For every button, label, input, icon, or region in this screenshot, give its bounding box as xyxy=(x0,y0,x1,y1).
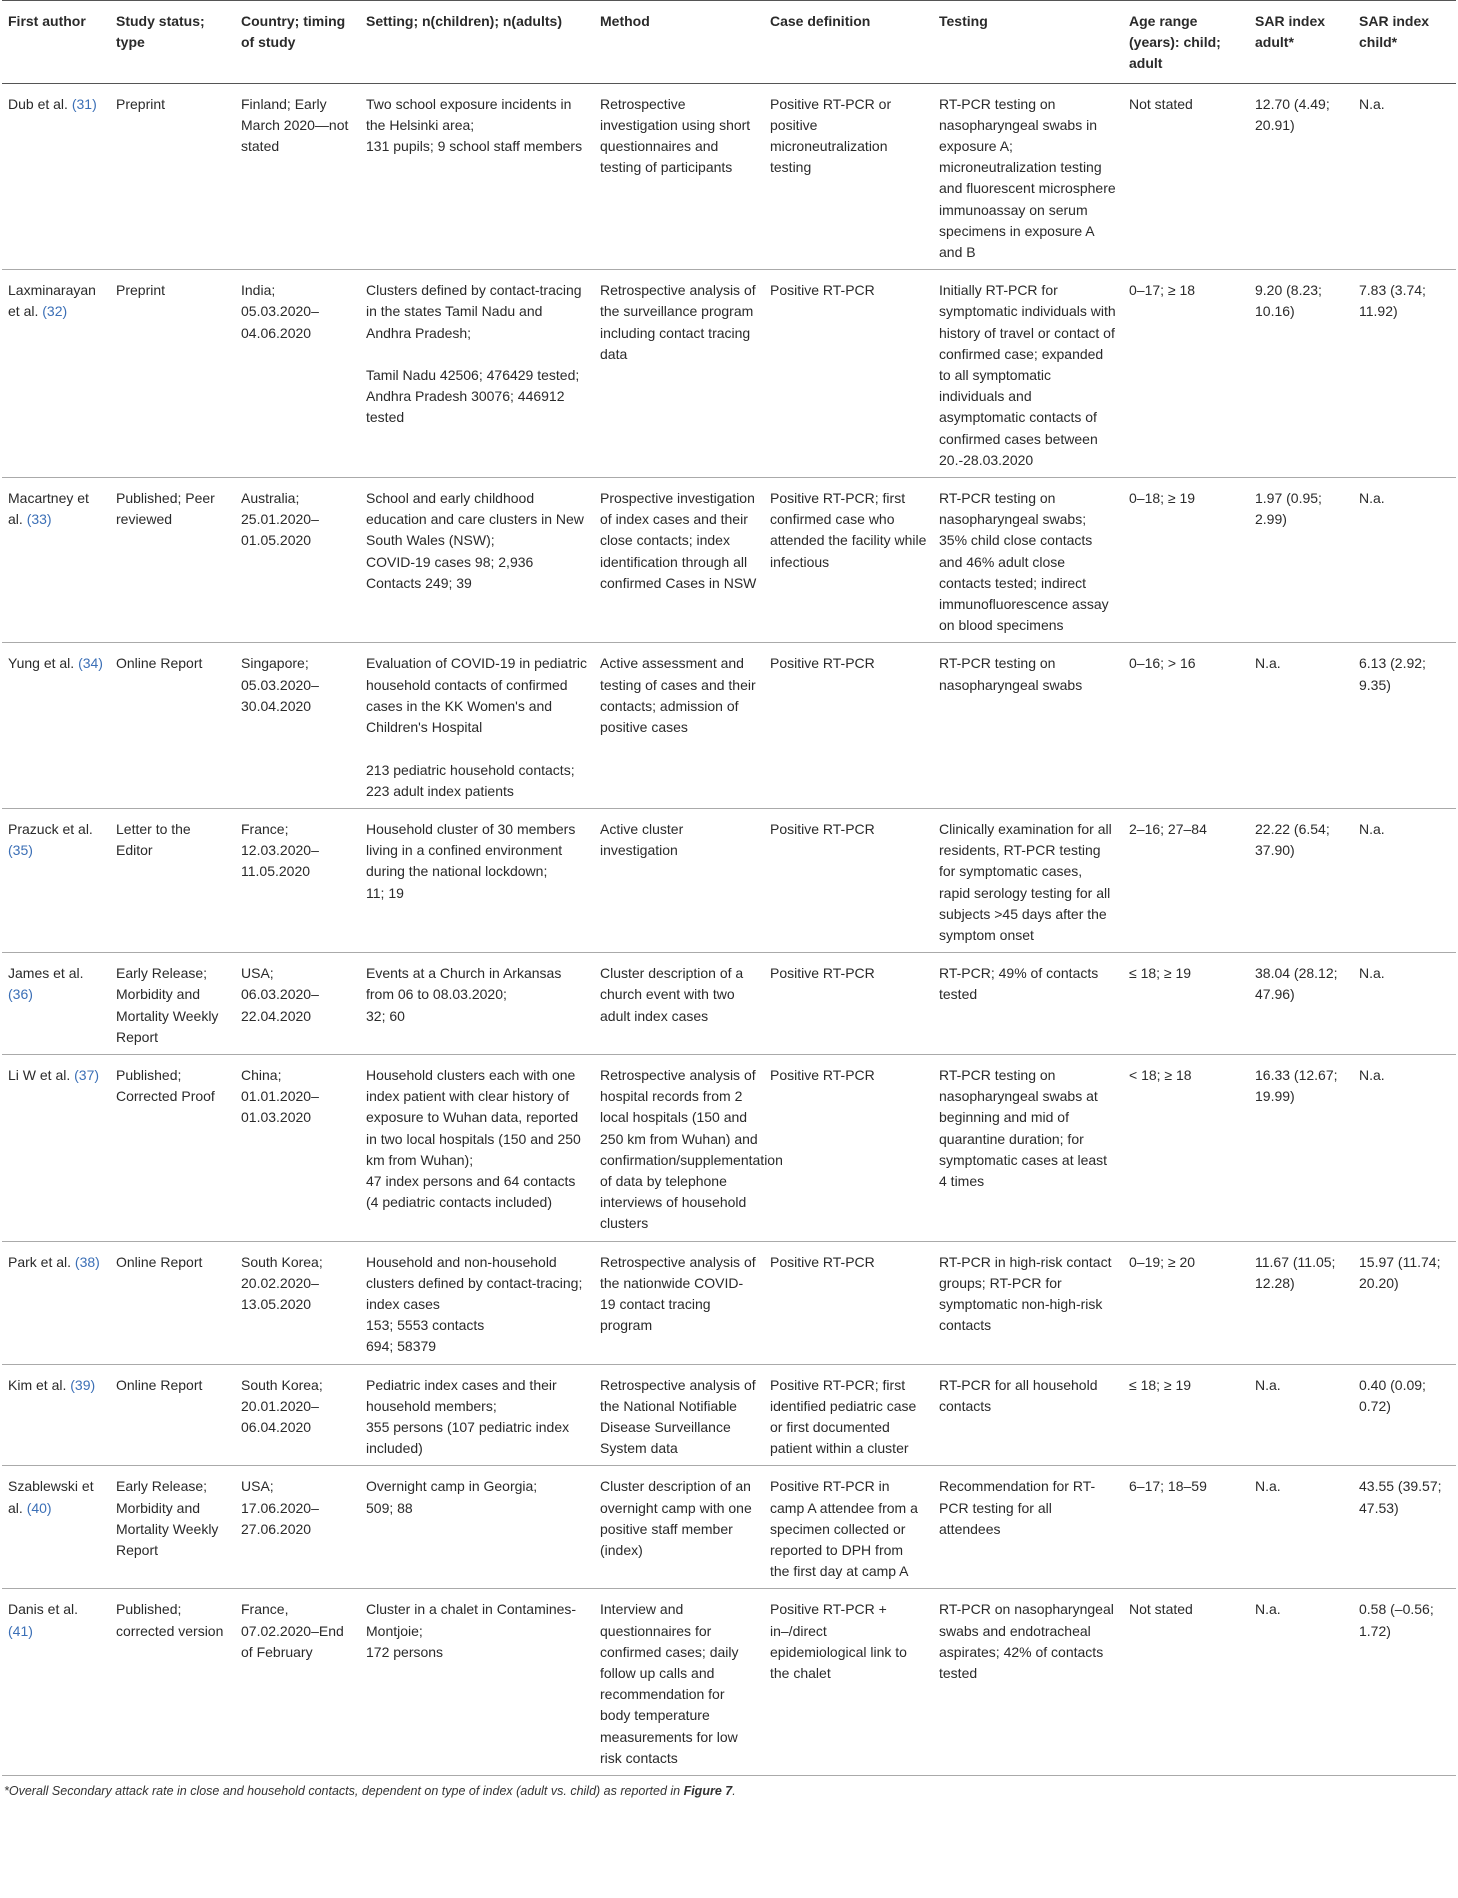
cell-method: Cluster description of an overnight camp with one positive staff member (index) xyxy=(594,1466,764,1589)
reference-link[interactable]: (40) xyxy=(26,1499,52,1516)
cell-sar-adult: 11.67 (11.05; 12.28) xyxy=(1249,1241,1353,1364)
cell-sar-child: N.a. xyxy=(1353,1054,1456,1241)
header-case-definition: Case definition xyxy=(764,1,933,84)
table-row xyxy=(2,83,1456,270)
header-testing: Testing xyxy=(933,1,1123,84)
header-age-range: Age range (years): child; adult xyxy=(1123,1,1249,84)
cell-case-definition: Positive RT-PCR xyxy=(764,643,933,808)
cell-case-definition: Positive RT-PCR or positive microneutralization testing xyxy=(764,83,933,270)
cell-sar-adult: 9.20 (8.23; 10.16) xyxy=(1249,270,1353,478)
cell-status: Preprint xyxy=(110,83,235,270)
cell-status: Online Report xyxy=(110,1364,235,1466)
author-name: Macartney et al. xyxy=(8,490,89,528)
cell-country: USA; 06.03.2020–22.04.2020 xyxy=(235,953,360,1055)
cell-method: Prospective investigation of index cases and their close contacts; index identification through all confirmed Cases in NSW xyxy=(594,478,764,643)
cell-setting: Evaluation of COVID-19 in pediatric household contacts of confirmed cases in the KK Women's and Children's Hospital 213 pediatric household contacts; 223 adult index patients xyxy=(360,643,594,808)
table-row xyxy=(2,270,1456,478)
table-row xyxy=(2,1589,1456,1776)
cell-testing: Recommendation for RT-PCR testing for all attendees xyxy=(933,1466,1123,1589)
reference-link[interactable]: (38) xyxy=(74,1253,100,1270)
footnote-end: . xyxy=(732,1784,736,1799)
cell-testing: RT-PCR for all household contacts xyxy=(933,1364,1123,1466)
author-name: Laxminarayan et al. xyxy=(8,282,96,320)
reference-link[interactable]: (37) xyxy=(74,1066,100,1083)
cell-sar-adult: N.a. xyxy=(1249,1364,1353,1466)
cell-case-definition: Positive RT-PCR xyxy=(764,1054,933,1241)
header-setting: Setting; n(children); n(adults) xyxy=(360,1,594,84)
cell-testing: RT-PCR; 49% of contacts tested xyxy=(933,953,1123,1055)
cell-sar-child: 0.40 (0.09; 0.72) xyxy=(1353,1364,1456,1466)
author-name: Yung et al. xyxy=(8,655,75,672)
cell-age-range: ≤ 18; ≥ 19 xyxy=(1123,1364,1249,1466)
cell-age-range: 0–17; ≥ 18 xyxy=(1123,270,1249,478)
cell-age-range: 2–16; 27–84 xyxy=(1123,808,1249,952)
header-study-status: Study status; type xyxy=(110,1,235,84)
reference-link[interactable]: (31) xyxy=(71,95,97,112)
cell-method: Retrospective analysis of the nationwide COVID-19 contact tracing program xyxy=(594,1241,764,1364)
cell-setting: Two school exposure incidents in the Helsinki area; 131 pupils; 9 school staff members xyxy=(360,83,594,270)
table-row xyxy=(2,953,1456,1055)
cell-testing: RT-PCR on nasopharyngeal swabs and endotracheal aspirates; 42% of contacts tested xyxy=(933,1589,1123,1776)
cell-sar-child: N.a. xyxy=(1353,808,1456,952)
cell-status: Published; Peer reviewed xyxy=(110,478,235,643)
cell-case-definition: Positive RT-PCR + in–/direct epidemiological link to the chalet xyxy=(764,1589,933,1776)
cell-case-definition: Positive RT-PCR; first identified pediatric case or first documented patient within a cluster xyxy=(764,1364,933,1466)
cell-setting: Events at a Church in Arkansas from 06 to 08.03.2020; 32; 60 xyxy=(360,953,594,1055)
cell-sar-adult: 12.70 (4.49; 20.91) xyxy=(1249,83,1353,270)
cell-method: Retrospective investigation using short questionnaires and testing of participants xyxy=(594,83,764,270)
author-name: Park et al. xyxy=(8,1253,72,1270)
cell-sar-adult: N.a. xyxy=(1249,1466,1353,1589)
table-header xyxy=(2,1,1456,84)
cell-setting: Household and non-household clusters defined by contact-tracing; index cases 153; 5553 contacts 694; 58379 xyxy=(360,1241,594,1364)
table-footnote xyxy=(2,1776,1456,1798)
cell-testing: Clinically examination for all residents, RT-PCR testing for symptomatic cases, rapid serology testing for all subjects >45 days after the symptom onset xyxy=(933,808,1123,952)
table-body xyxy=(2,83,1456,1775)
cell-author xyxy=(2,478,110,643)
cell-status: Early Release; Morbidity and Mortality Weekly Report xyxy=(110,1466,235,1589)
cell-age-range: 6–17; 18–59 xyxy=(1123,1466,1249,1589)
cell-country: India; 05.03.2020–04.06.2020 xyxy=(235,270,360,478)
cell-author xyxy=(2,643,110,808)
reference-link[interactable]: (41) xyxy=(8,1622,33,1639)
header-row xyxy=(2,1,1456,84)
cell-case-definition: Positive RT-PCR; first confirmed case who attended the facility while infectious xyxy=(764,478,933,643)
cell-author xyxy=(2,953,110,1055)
author-name: Prazuck et al. xyxy=(8,820,93,837)
cell-case-definition: Positive RT-PCR in camp A attendee from a specimen collected or reported to DPH from the first day at camp A xyxy=(764,1466,933,1589)
cell-setting: School and early childhood education and care clusters in New South Wales (NSW); COVID-19 cases 98; 2,936 Contacts 249; 39 xyxy=(360,478,594,643)
reference-link[interactable]: (34) xyxy=(78,655,103,672)
author-name: Kim et al. xyxy=(8,1376,67,1393)
cell-testing: Initially RT-PCR for symptomatic individuals with history of travel or contact of confirmed case; expanded to all symptomatic individuals and asymptomatic contacts of confirmed cases between 20.-28.03.2020 xyxy=(933,270,1123,478)
cell-age-range: 0–18; ≥ 19 xyxy=(1123,478,1249,643)
reference-link[interactable]: (39) xyxy=(70,1376,96,1393)
cell-sar-child: 7.83 (3.74; 11.92) xyxy=(1353,270,1456,478)
cell-method: Interview and questionnaires for confirmed cases; daily follow up calls and recommendation for body temperature measurements for low risk contacts xyxy=(594,1589,764,1776)
cell-country: France; 12.03.2020–11.05.2020 xyxy=(235,808,360,952)
table-row xyxy=(2,1241,1456,1364)
cell-testing: RT-PCR in high-risk contact groups; RT-PCR for symptomatic non-high-risk contacts xyxy=(933,1241,1123,1364)
cell-testing: RT-PCR testing on nasopharyngeal swabs; 35% child close contacts and 46% adult close contacts tested; indirect immunofluorescence assay on blood specimens xyxy=(933,478,1123,643)
cell-sar-child: 0.58 (–0.56; 1.72) xyxy=(1353,1589,1456,1776)
cell-sar-adult: 1.97 (0.95; 2.99) xyxy=(1249,478,1353,643)
header-sar-child: SAR index child* xyxy=(1353,1,1456,84)
cell-setting: Overnight camp in Georgia; 509; 88 xyxy=(360,1466,594,1589)
cell-status: Online Report xyxy=(110,643,235,808)
cell-author xyxy=(2,1241,110,1364)
author-name: Szablewski et al. xyxy=(8,1478,94,1516)
cell-sar-adult: 38.04 (28.12; 47.96) xyxy=(1249,953,1353,1055)
cell-setting: Clusters defined by contact-tracing in the states Tamil Nadu and Andhra Pradesh; Tamil Nadu 42506; 476429 tested; Andhra Pradesh 30076; 446912 tested xyxy=(360,270,594,478)
cell-sar-adult: 22.22 (6.54; 37.90) xyxy=(1249,808,1353,952)
cell-author xyxy=(2,1466,110,1589)
header-method: Method xyxy=(594,1,764,84)
table-row xyxy=(2,808,1456,952)
cell-author xyxy=(2,83,110,270)
reference-link[interactable]: (36) xyxy=(8,986,33,1003)
header-sar-adult: SAR index adult* xyxy=(1249,1,1353,84)
cell-status: Letter to the Editor xyxy=(110,808,235,952)
header-first-author: First author xyxy=(2,1,110,84)
author-name: Dub et al. xyxy=(8,95,68,112)
cell-case-definition: Positive RT-PCR xyxy=(764,953,933,1055)
author-name: Li W et al. xyxy=(8,1066,71,1083)
cell-country: Finland; Early March 2020—not stated xyxy=(235,83,360,270)
cell-country: China; 01.01.2020–01.03.2020 xyxy=(235,1054,360,1241)
cell-age-range: 0–16; > 16 xyxy=(1123,643,1249,808)
cell-status: Early Release; Morbidity and Mortality Weekly Report xyxy=(110,953,235,1055)
author-name: Danis et al. xyxy=(8,1601,79,1618)
table-row xyxy=(2,1054,1456,1241)
cell-method: Cluster description of a church event with two adult index cases xyxy=(594,953,764,1055)
cell-age-range: Not stated xyxy=(1123,83,1249,270)
cell-country: South Korea; 20.01.2020–06.04.2020 xyxy=(235,1364,360,1466)
cell-country: Australia; 25.01.2020–01.05.2020 xyxy=(235,478,360,643)
cell-country: South Korea; 20.02.2020–13.05.2020 xyxy=(235,1241,360,1364)
cell-author xyxy=(2,1364,110,1466)
table-row xyxy=(2,643,1456,808)
cell-case-definition: Positive RT-PCR xyxy=(764,1241,933,1364)
cell-country: Singapore; 05.03.2020–30.04.2020 xyxy=(235,643,360,808)
cell-sar-child: 43.55 (39.57; 47.53) xyxy=(1353,1466,1456,1589)
cell-testing: RT-PCR testing on nasopharyngeal swabs in exposure A; microneutralization testing and fluorescent microsphere immunoassay on serum specimens in exposure A and B xyxy=(933,83,1123,270)
cell-status: Published; corrected version xyxy=(110,1589,235,1776)
cell-method: Active assessment and testing of cases and their contacts; admission of positive cases xyxy=(594,643,764,808)
cell-case-definition: Positive RT-PCR xyxy=(764,270,933,478)
cell-author xyxy=(2,808,110,952)
table-row xyxy=(2,478,1456,643)
cell-status: Published; Corrected Proof xyxy=(110,1054,235,1241)
reference-link[interactable]: (33) xyxy=(26,511,52,528)
cell-age-range: < 18; ≥ 18 xyxy=(1123,1054,1249,1241)
reference-link[interactable]: (32) xyxy=(42,303,68,320)
footnote-text: *Overall Secondary attack rate in close and household contacts, dependent on type of index (adult vs. child) as reported in xyxy=(4,1784,684,1799)
cell-sar-adult: N.a. xyxy=(1249,1589,1353,1776)
table-row xyxy=(2,1466,1456,1589)
cell-age-range: Not stated xyxy=(1123,1589,1249,1776)
cell-setting: Pediatric index cases and their household members; 355 persons (107 pediatric index included) xyxy=(360,1364,594,1466)
cell-case-definition: Positive RT-PCR xyxy=(764,808,933,952)
cell-author xyxy=(2,270,110,478)
cell-method: Retrospective analysis of hospital records from 2 local hospitals (150 and 250 km from Wuhan) and confirmation/supplementation of data by telephone interviews of household clusters xyxy=(594,1054,764,1241)
cell-age-range: 0–19; ≥ 20 xyxy=(1123,1241,1249,1364)
cell-setting: Cluster in a chalet in Contamines-Montjoie; 172 persons xyxy=(360,1589,594,1776)
study-table xyxy=(2,0,1456,1776)
cell-method: Retrospective analysis of the National Notifiable Disease Surveillance System data xyxy=(594,1364,764,1466)
cell-status: Preprint xyxy=(110,270,235,478)
reference-link[interactable]: (35) xyxy=(8,842,33,859)
cell-setting: Household cluster of 30 members living in a confined environment during the national lockdown; 11; 19 xyxy=(360,808,594,952)
cell-sar-child: 6.13 (2.92; 9.35) xyxy=(1353,643,1456,808)
cell-author xyxy=(2,1054,110,1241)
cell-status: Online Report xyxy=(110,1241,235,1364)
cell-country: USA; 17.06.2020–27.06.2020 xyxy=(235,1466,360,1589)
cell-author xyxy=(2,1589,110,1776)
table-row xyxy=(2,1364,1456,1466)
cell-sar-adult: N.a. xyxy=(1249,643,1353,808)
cell-age-range: ≤ 18; ≥ 19 xyxy=(1123,953,1249,1055)
cell-country: France, 07.02.2020–End of February xyxy=(235,1589,360,1776)
cell-testing: RT-PCR testing on nasopharyngeal swabs at beginning and mid of quarantine duration; for symptomatic cases at least 4 times xyxy=(933,1054,1123,1241)
cell-sar-adult: 16.33 (12.67; 19.99) xyxy=(1249,1054,1353,1241)
header-country-timing: Country; timing of study xyxy=(235,1,360,84)
author-name: James et al. xyxy=(8,965,84,982)
figure-reference-link[interactable]: Figure 7 xyxy=(683,1784,733,1799)
cell-sar-child: 15.97 (11.74; 20.20) xyxy=(1353,1241,1456,1364)
cell-method: Retrospective analysis of the surveillance program including contact tracing data xyxy=(594,270,764,478)
cell-testing: RT-PCR testing on nasopharyngeal swabs xyxy=(933,643,1123,808)
cell-setting: Household clusters each with one index patient with clear history of exposure to Wuhan data, reported in two local hospitals (150 and 250 km from Wuhan); 47 index persons and 64 contacts (4 pediatric contacts included) xyxy=(360,1054,594,1241)
cell-sar-child: N.a. xyxy=(1353,478,1456,643)
cell-method: Active cluster investigation xyxy=(594,808,764,952)
cell-sar-child: N.a. xyxy=(1353,953,1456,1055)
cell-sar-child: N.a. xyxy=(1353,83,1456,270)
